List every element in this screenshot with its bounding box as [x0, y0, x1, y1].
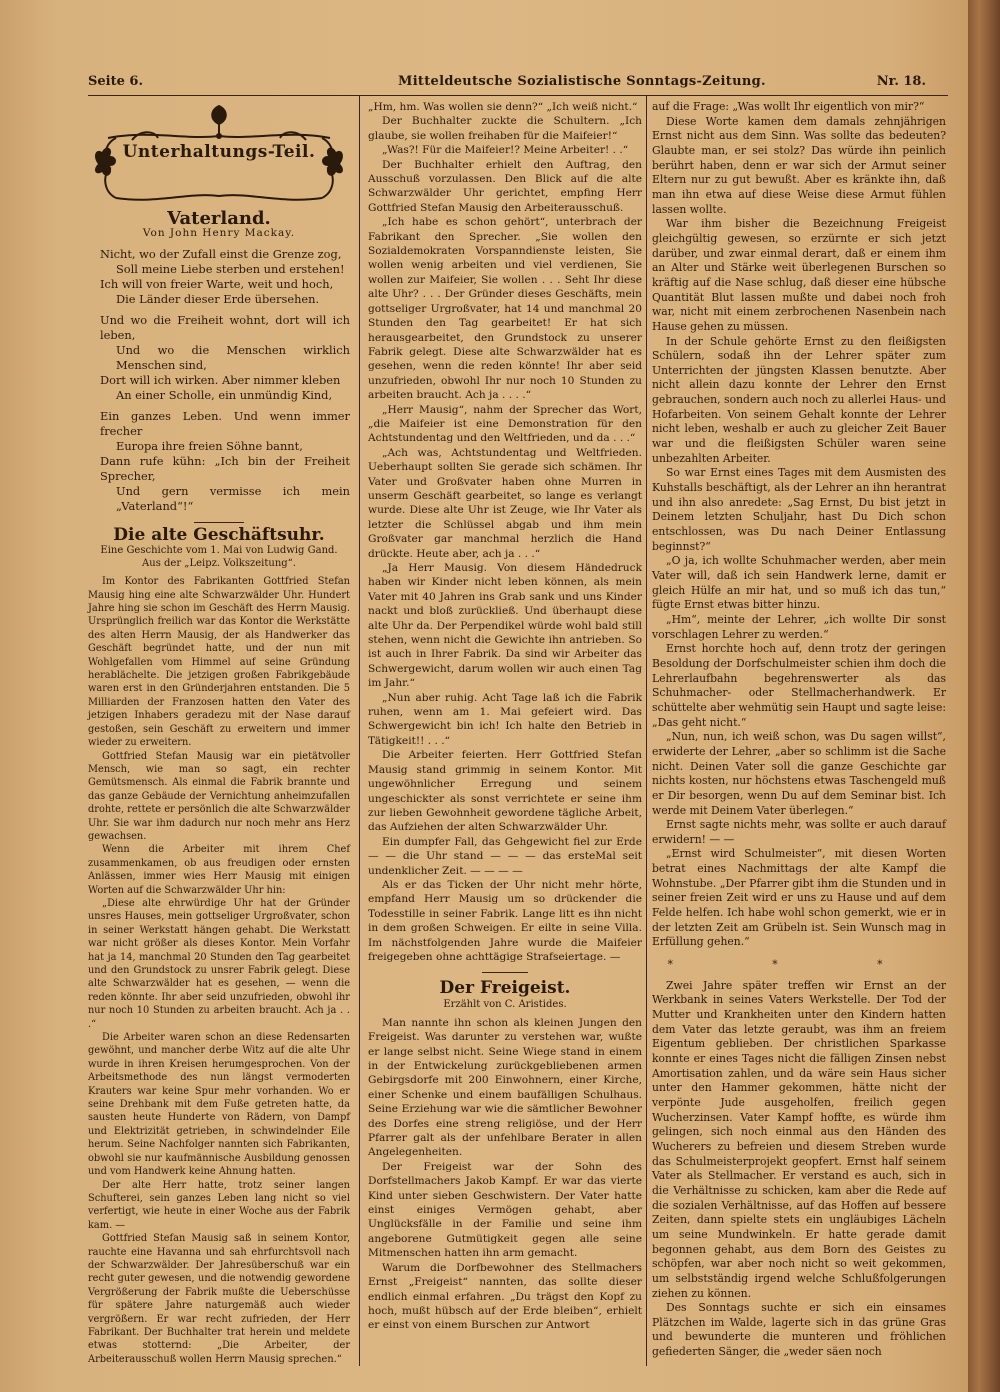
- paragraph: Wenn die Arbeiter mit ihrem Chef zusammenkamen, ob aus freudigen oder ernsten Anlässen, immer wies Herr Mausig mit einigen Worten auf die Schwarzwälder Uhr hin:: [88, 844, 350, 896]
- paragraph: Ein dumpfer Fall, das Gehgewicht fiel zur Erde — — die Uhr stand — — — das ersteMal seit undenklicher Zeit. — — — —: [368, 835, 642, 877]
- poem-stanza: [100, 247, 350, 307]
- paragraph: Im Kontor des Fabrikanten Gottfried Stefan Mausig hing eine alte Schwarzwälder Uhr. Hundert Jahre hing sie schon im Geschäft des Herrn Mausig. Ursprünglich freilich war das Kontor die Werkstätte des alten Herrn Mausig, der als Handwerker das Geschäft begründet hatte, und der nun mit Wohlgefallen vom Himmel auf seine Gründung herablächelte. Die jetzigen großen Fabrikgebäude waren erst in den Gründerjahren entstanden. Die 5 Milliarden der Franzosen hatten den Vater des jetzigen Inhabers geradezu mit der Nase darauf gestoßen, sein Geschäft zu erweitern und immer wieder zu erweitern.: [88, 576, 350, 749]
- paragraph: „Hm, hm. Was wollen sie denn?“ „Ich weiß nicht.“: [368, 101, 638, 113]
- section-banner: [88, 100, 350, 208]
- paragraph: Gottfried Stefan Mausig war ein pietätvoller Mensch, wie man so sagt, ein rechter Gemütsmensch. Als einmal die Fabrik brannte und das ganze Gebäude der Vernichtung anheimzufallen drohte, rettete er persönlich die alte Schwarzwälder Uhr. Sie war ihm dadurch nur noch mehr ans Herz gewachsen.: [88, 750, 350, 842]
- poem-stanza: [100, 409, 350, 514]
- paragraph: „Diese alte ehrwürdige Uhr hat der Gründer unsres Hauses, mein gottseliger Urgroßvater, schon in seiner Werkstatt hängen gehabt. Die Werkstatt war nicht größer als dieses Kontor. Mein Vorfahr hat ja 14, manchmal 20 Stunden den Tag gearbeitet und den Grundstock zu unsrer Fabrik gelegt. Diese alte Schwarzwälder hat es gesehen, — wenn die reden könnte. Ihr aber seid unzufrieden, obwohl ihr nur noch 10 Stunden zu arbeiten braucht. Ach ja . . .“: [88, 897, 350, 1030]
- paragraph: „Ernst wird Schulmeister“, mit diesen Worten betrat eines Nachmittags der alte Kampf die Wohnstube. „Der Pfarrer gibt ihm die Stunden und in seiner freien Zeit wird er uns zu Hause und auf dem Felde helfen. Ich habe wohl schon gemerkt, wie er in der letzten Zeit am Grübeln ist. Sein Wunsch mag in Erfüllung gehen.“: [652, 847, 946, 949]
- paragraph: Diese Worte kamen dem damals zehnjährigen Ernst nicht aus dem Sinn. Was sollte das bedeuten? Glaubte man, er sei stolz? Das würde ihn peinlich berührt haben, denn er war sich der Armut seiner Eltern nur zu gut bewußt. Aber es kränkte ihn, daß man ihn etwa auf diese Weise diese Armut fühlen lassen wollte.: [652, 114, 946, 216]
- paragraph: „Was?! Für die Maifeier!? Meine Arbeiter! . .“: [382, 144, 629, 157]
- poem-line: Ich will von freier Warte, weit und hoch,: [100, 276, 334, 291]
- poem-line: Die Länder dieser Erde übersehen.: [116, 291, 320, 306]
- paragraph: „Hm“, meinte der Lehrer, „ich wollte Dir sonst vorschlagen Lehrer zu werden.“: [652, 612, 946, 641]
- column-3: [652, 100, 946, 1360]
- story-subtitle: Erzählt von C. Aristides.: [443, 998, 567, 1010]
- separator-rule: [482, 972, 528, 973]
- poem-byline: Von John Henry Mackay.: [142, 227, 296, 240]
- paragraph: „Ach was, Achtstundentag und Weltfrieden. Ueberhaupt sollten Sie gerade sich schämen. Ihr Vater und Großvater haben ohne Murren in unserm Geschäft gearbeitet, so lange es verlangt wurde. Diese alte Uhr ist Zeuge, wie Ihr Vater als letzter die Schlüssel abgab und ihm mein Großvater gar manchmal herzlich die Hand drückte. Heute aber, ach ja . . .“: [368, 446, 642, 560]
- story-title: Die alte Geschäftsuhr.: [113, 524, 325, 545]
- paragraph: „Ja Herr Mausig. Von diesem Händedruck haben wir Kinder nicht leben können, als mein Vater mit 40 Jahren ins Grab sank und uns Kinder nackt und bloß zurückließ. Und überhaupt diese alte Uhr da. Der Perpendikel würde wohl bald still stehen, wenn nicht die Gewichte ihn antrieben. So ist auch in Ihrer Fabrik. Da sind wir Arbeiter das Schwergewicht, darum wollen wir auch einen Tag im Jahr.“: [368, 562, 642, 690]
- paragraph: „Ich habe es schon gehört“, unterbrach der Fabrikant den Sprecher. „Sie wollen den Sozialdemokraten Vorspanndienste leisten, Sie wollen wenig arbeiten und viel verdienen, Sie wollen zur Maifeier, Sie wollen . . . Seht Ihr diese alte Uhr? . . . Der Gründer dieses Geschäfts, mein gottseliger Urgroßvater, hat 14 und manchmal 20 Stunden den Tag gearbeitet! Er hat sich herausgearbeitet, den Grundstock zu unserer Fabrik gelegt. Diese alte Schwarzwälder hat es gesehen, wenn die reden könnte! Ihr aber seid unzufrieden, obwohl Ihr nur noch 10 Stunden zu arbeiten braucht. Ach ja . . . .“: [368, 216, 642, 402]
- story-title: Der Freigeist.: [439, 978, 571, 999]
- paragraph: Als er das Ticken der Uhr nicht mehr hörte, empfand Herr Mausig um so drückender die Todesstille in seiner Fabrik. Lange litt es ihn nicht in dem großen Schweigen. Er eilte in seine Villa. Im nächstfolgenden Jahre wurde die Maifeier freigegeben ohne achttägige Strafseiertage. —: [368, 878, 642, 963]
- paragraph: Der alte Herr hatte, trotz seiner langen Schufterei, sein ganzes Leben lang nicht so viel verfertigt, wie heute in einer Woche aus der Fabrik kam. —: [88, 1179, 350, 1231]
- section-stars: * * *: [667, 958, 931, 972]
- poem: [100, 247, 350, 514]
- paragraph: Gottfried Stefan Mausig saß in seinem Kontor, rauchte eine Havanna und sah ehrfurchtsvoll nach der Schwarzwälder. Der Jahresüberschuß war ein recht guter gewesen, und die notwendig gewordene Vergrößerung der Fabrik mußte die Ueberschüsse für spätere Jahre naturgemäß auch wieder vergrößern. Er war recht zufrieden, der Herr Fabrikant. Der Buchhalter trat herein und meldete etwas stotternd: „Die Arbeiter, der Arbeiterausschuß wollen Herrn Mausig sprechen.“: [88, 1233, 350, 1365]
- paragraph: Der Buchhalter erhielt den Auftrag, den Ausschuß vorzulassen. Den Blick auf die alte Schwarzwälder Uhr gerichtet, empfing Herr Gottfried Stefan Mausig den Arbeiterausschuß.: [368, 158, 642, 214]
- poem-line: Und wo die Freiheit wohnt, dort will ich leben,: [100, 312, 350, 342]
- poem-title: Vaterland.: [167, 208, 271, 229]
- paragraph: Die Arbeiter waren schon an diese Redensarten gewöhnt, und mancher derbe Witz auf die alte Uhr wurde in ihren Kreisen herumgesprochen. Von der Arbeitsmethode des nun längst vermoderten Krauters war keine Spur mehr vorhanden. Wo er seine Drehbank mit dem Fuße getreten hatte, da sausten heute Hunderte von Rädern, von Dampf und Elektrizität getrieben, in schwindelnder Eile herum. Seine Nachfolger nannten sich Fabrikanten, obwohl sie nur kaufmännische Ausbildung genossen und vom Handwerk keine Ahnung hatten.: [88, 1032, 350, 1178]
- separator-rule: [194, 522, 244, 523]
- poem-line: Soll meine Liebe sterben und erstehen!: [116, 261, 345, 276]
- section-title: Unterhaltungs-Teil.: [122, 142, 316, 162]
- header-rule: [88, 95, 948, 96]
- paragraph: So war Ernst eines Tages mit dem Ausmisten des Kuhstalls beschäftigt, als der Lehrer an ihn herantrat und ihn also anredete: „Sag Ernst, Du bist jetzt in Deinem letzten Schuljahr, hast Du Dich schon entschlossen, was Du nach Deiner Entlassung beginnst?“: [652, 466, 946, 553]
- poem-stanza: [100, 313, 350, 403]
- column-2: [368, 100, 642, 1333]
- paragraph: In der Schule gehörte Ernst zu den fleißigsten Schülern, sodaß ihn der Lehrer später zum Unterrichten der jüngsten Klassen benutzte. Aber nicht allein dazu konnte der Lehrer den Ernst gebrauchen, sondern auch noch zu allerlei Haus- und Hofarbeiten. Von seinem Gehalt konnte der Lehrer nicht leben, weshalb er auch zu gleicher Zeit Bauer war und die fleißigsten Schüler waren seine unbezahlten Arbeiter.: [652, 334, 946, 465]
- paragraph: Die Arbeiter feierten. Herr Gottfried Stefan Mausig stand grimmig in seinem Kontor. Mit ungewöhnlicher Erregung und seinem ungeschickter als sonst verrichtete er seine ihm zur lieben Gewohnheit gewordene tägliche Arbeit, das Aufziehen der alten Schwarzwälder Uhr.: [368, 749, 642, 834]
- paragraph: Ernst sagte nichts mehr, was sollte er auch darauf erwidern! — —: [652, 818, 946, 846]
- paragraph: Ernst horchte hoch auf, denn trotz der geringen Besoldung der Dorfschulmeister schien ihm doch die Lehrerlaufbahn begehrenswerter als das Schuhmacher- oder Stellmacherhandwerk. Er schüttelte aber wehmütig sein Haupt und sagte leise: „Das geht nicht.“: [652, 642, 946, 729]
- book-spine: [968, 0, 1000, 1392]
- poem-line: Dort will ich wirken. Aber nimmer kleben: [100, 372, 341, 387]
- paragraph: Warum die Dorfbewohner des Stellmachers Ernst „Freigeist“ nannten, das sollte dieser endlich einmal erfahren. „Du trägst den Kopf zu hoch, mußt hübsch auf der Erde bleiben“, erhielt er einst von einem Burschen zur Antwort: [368, 1261, 642, 1332]
- paragraph: „Herr Mausig“, nahm der Sprecher das Wort, „die Maifeier ist eine Demonstration für den Achtstundentag und den Weltfrieden, und da . . .“: [368, 403, 642, 445]
- paragraph: auf die Frage: „Was wollt Ihr eigentlich von mir?“: [652, 100, 925, 113]
- page-header: [88, 74, 948, 96]
- paragraph: Zwei Jahre später treffen wir Ernst an der Werkbank in seines Vaters Werkstelle. Der Tod der Mutter und Krankheiten unter den Kindern hatten dem Vater das letzte geraubt, was ihm an freiem Eigentum geblieben. Der christlichen Sparkasse konnte er eines Tages nicht die fälligen Zinsen nebst Amortisation zahlen, und da wäre sein Haus sicher unter den Hammer gekommen, hätte nicht der verpönte Jude ausgeholfen, freilich gegen Wucherzinsen. Vater Kampf hoffte, es würde ihm gelingen, sich noch einmal aus den Händen des Wucherers zu befreien und diesem Streben wurde das Schulmeisterprojekt geopfert. Ernst half seinem Vater als Stellmacher. Er verstand es auch, sich in die Verhältnisse zu schicken, kam aber die Rede auf die sozialen Verhältnisse, auf das Hoffen auf bessere Zeiten, dann spielte stets ein ungläubiges Lächeln um seine Mundwinkeln. Er hatte gerade damit begonnen gehabt, aus dem Born des Geistes zu schöpfen, war aber noch nicht so weit gekommen, um selbstständig irgend welche Schlußfolgerungen ziehen zu können.: [652, 978, 946, 1300]
- paragraph: „O ja, ich wollte Schuhmacher werden, aber mein Vater will, daß ich sein Handwerk lerne, damit er gleich Hülfe an mir hat, und so muß ich das tun,“ fügte Ernst etwas bitter hinzu.: [652, 554, 946, 612]
- issue-number: Nr. 18.: [876, 74, 926, 89]
- paragraph: Der Buchhalter zuckte die Schultern. „Ich glaube, sie wollen freihaben für die Maifeier!“: [368, 115, 642, 142]
- paragraph: „Nun aber ruhig. Acht Tage laß ich die Fabrik ruhen, wenn am 1. Mai gefeiert wird. Das Schwergewicht bin ich! Ich halte den Betrieb in Tätigkeit!! . . .“: [368, 691, 642, 747]
- poem-line: Dann rufe kühn: „Ich bin der Freiheit Sprecher,: [100, 453, 350, 483]
- paragraph: Man nannte ihn schon als kleinen Jungen den Freigeist. Was darunter zu verstehen war, wußte er lange selbst nicht. Seine Wiege stand in einem in der Entwickelung zurückgebliebenen armen Gebirgsdorfe mit 200 Einwohnern, einer Kirche, einer Schenke und einem baufälligen Schulhaus. Seine Erziehung war wie die sämtlicher Bewohner des Dorfes eine streng religiöse, und der Herr Pfarrer galt als der unfehlbare Berater in allen Angelegenheiten.: [368, 1016, 642, 1159]
- paragraph: „Nun, nun, ich weiß schon, was Du sagen willst“, erwiderte der Lehrer, „aber so schlimm ist die Sache nicht. Deinen Vater soll die ganze Geschichte gar nichts kosten, nur höchstens etwas Taschengeld muß er Dir besorgen, wenn Du auf dem Seminar bist. Ich werde mit Deinem Vater überlegen.“: [652, 730, 946, 817]
- page-number: Seite 6.: [88, 74, 143, 89]
- poem-line: Nicht, wo der Zufall einst die Grenze zog,: [100, 246, 342, 261]
- poem-line: An einer Scholle, ein unmündig Kind,: [116, 387, 333, 402]
- story-subtitle: Eine Geschichte vom 1. Mai von Ludwig Gand.: [100, 545, 338, 557]
- column-divider: [359, 96, 360, 1366]
- poem-line: Europa ihre freien Söhne bannt,: [116, 438, 303, 453]
- newspaper-title: Mitteldeutsche Sozialistische Sonntags-Zeitung.: [398, 74, 766, 89]
- column-1: [88, 100, 350, 1366]
- paragraph: Der Freigeist war der Sohn des Dorfstellmachers Jakob Kampf. Er war das vierte Kind unter sieben Geschwistern. Der Vater hatte einst einiges Vermögen gehabt, aber Unglücksfälle in der Familie und seine ihm angeborene Gutmütigkeit gegen alle seine Mitmenschen hatten ihn arm gemacht.: [368, 1160, 642, 1260]
- poem-line: Und gern vermisse ich mein „Vaterland“!“: [116, 483, 350, 513]
- paragraph: War ihm bisher die Bezeichnung Freigeist gleichgültig gewesen, so erzürnte er sich jetzt darüber, und zwar einmal derart, daß er einem ihm an Alter und Stärke weit überlegenen Burschen so kräftig auf die Nase schlug, daß dieser eine hübsche Quantität Blut lassen mußte und dabei noch froh war, nicht mit einem zerbrochenen Nasenbein nach Hause gehen zu müssen.: [652, 217, 946, 333]
- paragraph: Des Sonntags suchte er sich ein einsames Plätzchen im Walde, lagerte sich in das grüne Gras und bewunderte die munteren und fröhlichen gefiederten Sänger, die „weder säen noch: [652, 1301, 946, 1359]
- story-source: Aus der „Leipz. Volkszeitung“.: [142, 558, 296, 570]
- poem-line: Ein ganzes Leben. Und wenn immer frecher: [100, 408, 350, 438]
- column-divider: [646, 96, 647, 1366]
- poem-line: Und wo die Menschen wirklich Menschen sind,: [116, 342, 350, 372]
